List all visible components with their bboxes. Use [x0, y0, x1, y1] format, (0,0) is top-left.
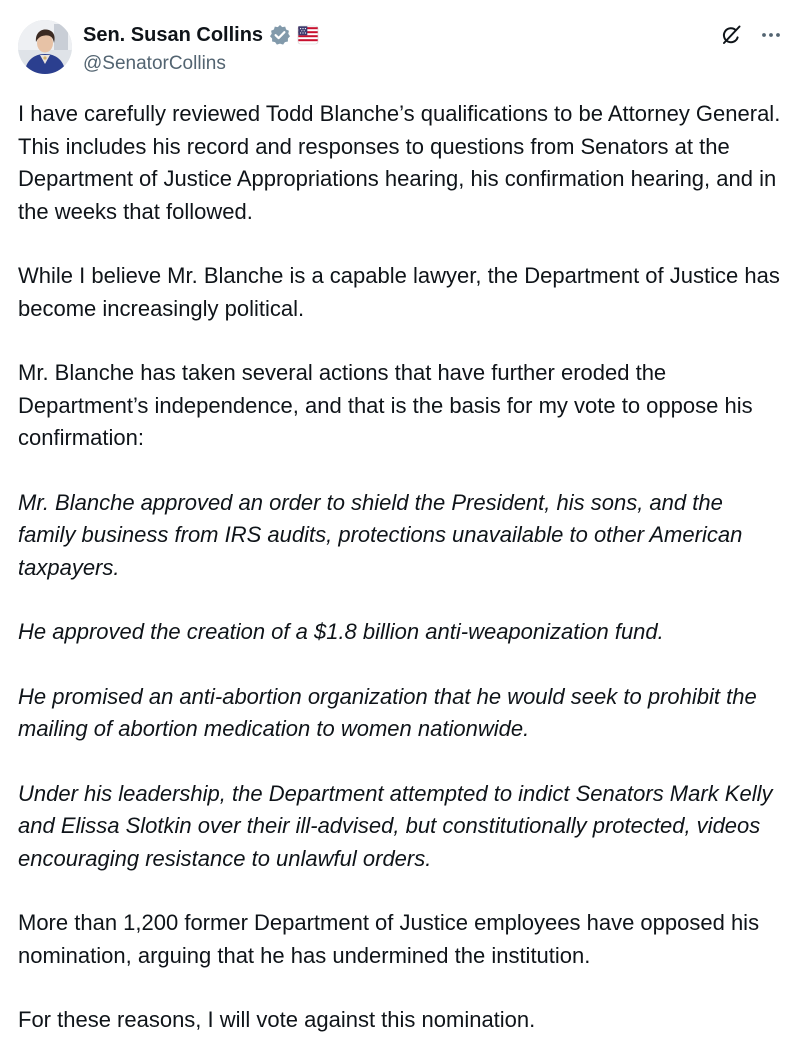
post-header: [18, 20, 782, 76]
avatar-image: [18, 20, 72, 74]
post-paragraph-italic: He promised an anti-abortion organization that he would seek to prohibit the mailing of abortion medication to women nationwide.: [18, 683, 757, 741]
post-text: [18, 98, 786, 1037]
post-paragraph: For these reasons, I will vote against this nomination.: [18, 1007, 536, 1032]
post-paragraph-italic: Under his leadership, the Department attempted to indict Senators Mark Kelly and Elissa Slotkin over their ill-advised, but constitutionally protected, videos encouraging resistance to unlawful orders.: [18, 780, 773, 871]
post-paragraph: I have carefully reviewed Todd Blanche’s qualifications to be Attorney General. This includes his record and responses to questions from Senators at the Department of Justice Appropriations hearing, his confirmation hearing, and in the weeks that followed.: [18, 101, 781, 224]
display-name[interactable]: Sen. Susan Collins: [83, 24, 264, 46]
post-paragraph-italic: He approved the creation of a $1.8 billion anti-weaponization fund.: [18, 619, 664, 644]
verified-badge-icon: [269, 24, 291, 46]
grok-icon[interactable]: [720, 24, 742, 46]
post-paragraph: Mr. Blanche has taken several actions that have further eroded the Department’s independence, and that is the basis for my vote to oppose his confirmation:: [18, 360, 753, 450]
author-names: [83, 21, 319, 76]
more-options-icon[interactable]: [760, 24, 782, 46]
handle[interactable]: @SenatorCollins: [83, 53, 226, 74]
post-paragraph-italic: Mr. Blanche approved an order to shield the President, his sons, and the family business from IRS audits, protections unavailable to other American taxpayers.: [18, 489, 743, 580]
post-actions: [720, 24, 782, 46]
post-paragraph: While I believe Mr. Blanche is a capable lawyer, the Department of Justice has become increasingly political.: [18, 263, 780, 321]
name-row: [83, 21, 319, 49]
us-flag-icon: [297, 24, 319, 46]
post-paragraph: More than 1,200 former Department of Justice employees have opposed his nomination, arguing that he has undermined the institution.: [18, 910, 760, 968]
avatar[interactable]: [18, 20, 72, 74]
